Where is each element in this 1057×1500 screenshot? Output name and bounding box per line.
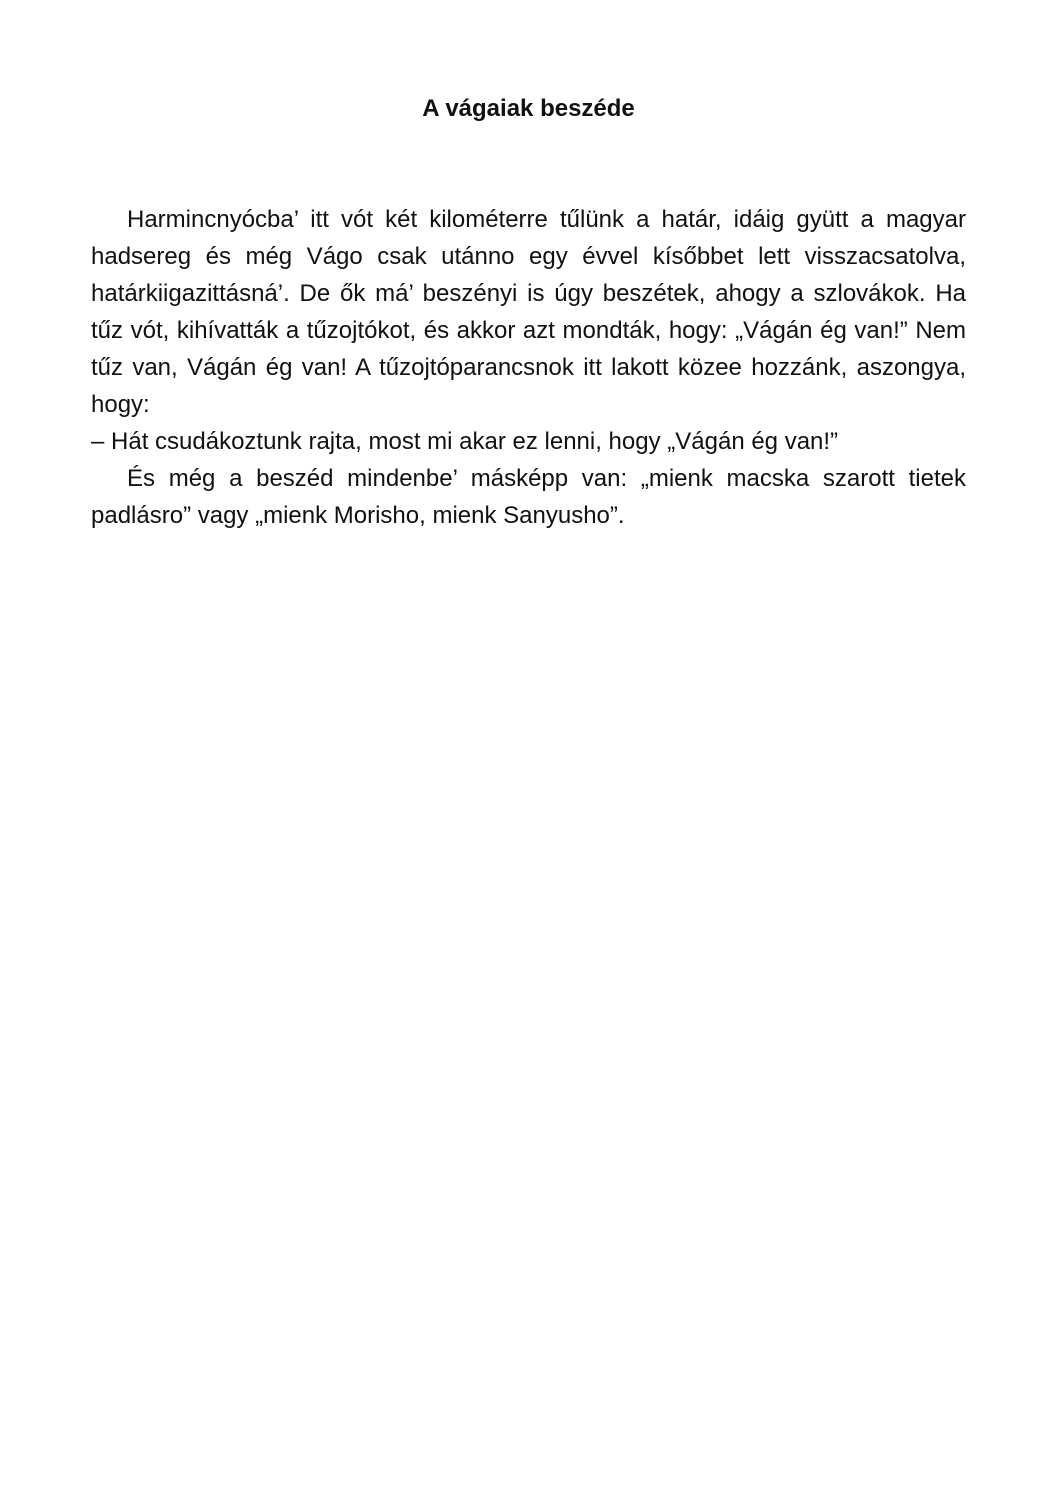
paragraph-dialogue: – Hát csudákoztunk rajta, most mi akar ez lenni, hogy „Vágán ég van!” <box>91 428 839 455</box>
document-body <box>91 201 966 534</box>
paragraph-narrative: Harmincnyócba’ itt vót két kilométerre tűlünk a határ, idáig gyütt a magyar hadsereg és még Vágo csak utánno egy évvel kísőbbet lett visszacsatolva, határkiigazittásná’. De ők má’ beszényi is úgy beszétek, ahogy a szlovákok. Ha tűz vót, kihívatták a tűzojtókot, és akkor azt mondták, hogy: „Vágán ég van!” Nem tűz van, Vágán ég van! A tűzojtóparancsnok itt lakott közee hozzánk, aszongya, hogy: <box>91 206 966 418</box>
paragraph-closing: És még a beszéd mindenbe’ másképp van: „mienk macska szarott tietek padlásro” vagy „mienk Morisho, mienk Sanyusho”. <box>91 465 966 529</box>
document-title: A vágaiak beszéde <box>422 95 635 122</box>
